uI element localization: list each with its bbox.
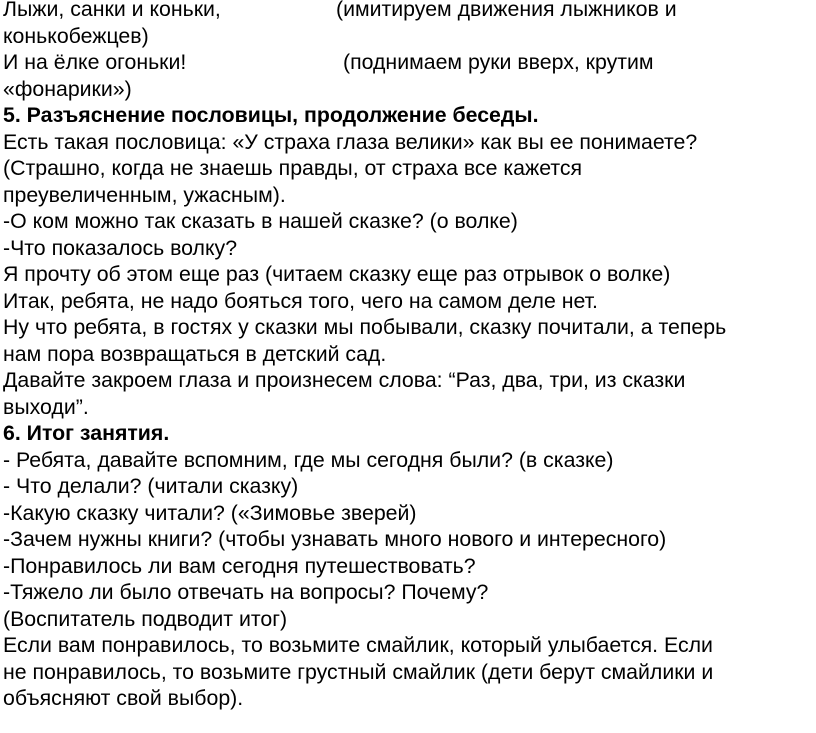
- section-5-line: Итак, ребята, не надо бояться того, чего на самом деле нет.: [3, 288, 598, 313]
- intro-line-3: [3, 49, 810, 76]
- intro-line-4: «фонарики»): [3, 76, 132, 101]
- section-5-line: -Что показалось волку?: [3, 235, 238, 260]
- section-5-line: преувеличенным, ужасным).: [3, 182, 286, 207]
- section-6-line: -Зачем нужны книги? (чтобы узнавать много нового и интересного): [3, 527, 667, 551]
- section-5-line: Давайте закроем глаза и произнесем слова: “Раз, два, три, из сказки: [3, 368, 686, 392]
- section-5-line: -О ком можно так сказать в нашей сказке? (о волке): [3, 209, 518, 233]
- section-6-line: Если вам понравилось, то возьмите смайлик, который улыбается. Если: [3, 633, 713, 657]
- intro-line-3-right: (поднимаем руки вверх, крутим: [343, 50, 654, 74]
- section-5-heading: 5. Разъяснение пословицы, продолжение беседы.: [3, 103, 539, 127]
- section-6-line: (Воспитатель подводит итог): [3, 606, 288, 631]
- section-5-line: выходи”.: [3, 394, 89, 419]
- intro-line-1: [3, 0, 810, 23]
- intro-line-1-right: (имитируем движения лыжников и: [336, 0, 677, 21]
- intro-line-3-left: И на ёлке огоньки!: [3, 50, 187, 74]
- intro-line-2: конькобежцев): [3, 23, 149, 48]
- intro-line-1-left: Лыжи, санки и коньки,: [3, 0, 221, 21]
- section-6-line: не понравилось, то возьмите грустный смайлик (дети берут смайлики и: [3, 659, 714, 684]
- section-6-line: -Понравилось ли вам сегодня путешествовать?: [3, 553, 476, 578]
- section-6-line: - Ребята, давайте вспомним, где мы сегодня были? (в сказке): [3, 447, 614, 472]
- section-6-line: -Какую сказку читали? («Зимовье зверей): [3, 500, 417, 525]
- section-5-line: (Страшно, когда не знаешь правды, от страха все кажется: [3, 156, 583, 180]
- section-6-heading: 6. Итог занятия.: [3, 421, 170, 445]
- section-5-line: Ну что ребята, в гостях у сказки мы побывали, сказку почитали, а теперь: [3, 315, 727, 339]
- section-6-line: объясняют свой выбор).: [3, 686, 244, 710]
- section-5-line: Я прочту об этом еще раз (читаем сказку еще раз отрывок о волке): [3, 262, 671, 286]
- section-6-line: - Что делали? (читали сказку): [3, 474, 299, 498]
- section-5-line: нам пора возвращаться в детский сад.: [3, 341, 387, 366]
- section-5-line: Есть такая пословица: «У страха глаза велики» как вы ее понимаете?: [3, 129, 698, 154]
- section-6-line: -Тяжело ли было отвечать на вопросы? Почему?: [3, 580, 489, 604]
